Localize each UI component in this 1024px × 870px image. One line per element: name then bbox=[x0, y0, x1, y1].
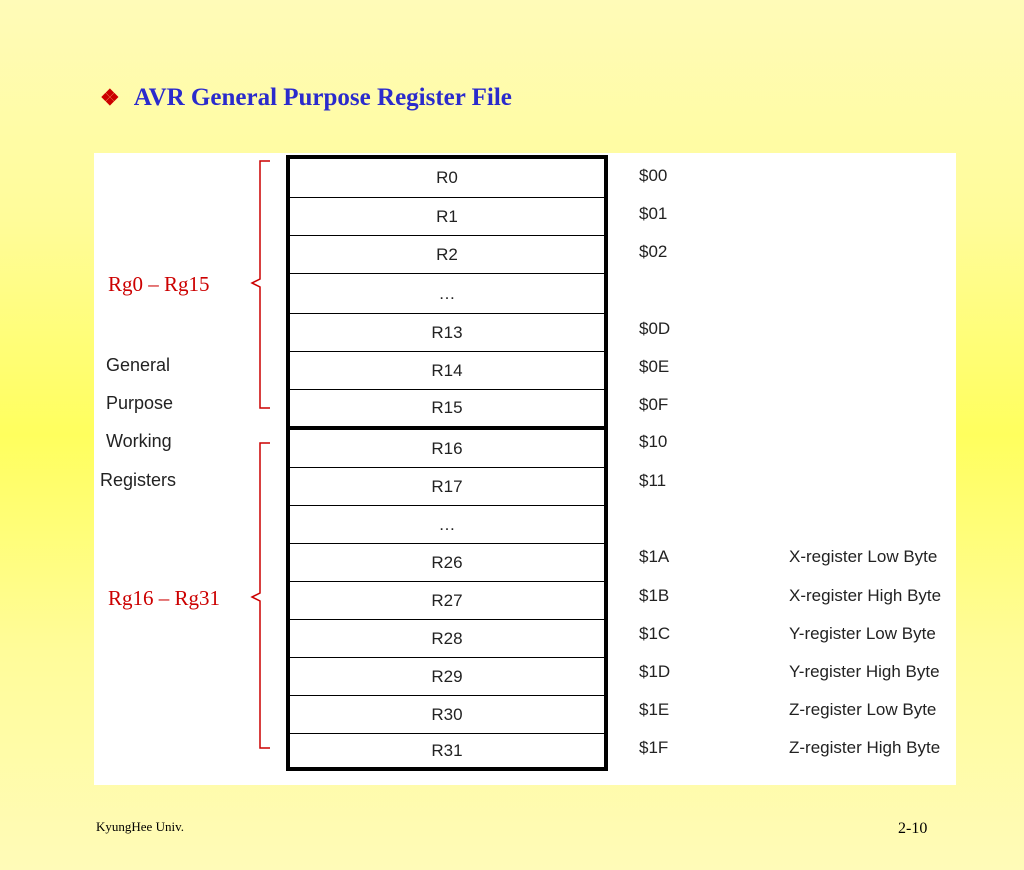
range-label-high: Rg16 – Rg31 bbox=[108, 586, 221, 610]
register-address: $1C bbox=[639, 624, 671, 643]
register-cell: R15 bbox=[290, 390, 604, 430]
register-cell: R30 bbox=[290, 696, 604, 734]
footer-page-number: 2-10 bbox=[898, 820, 928, 837]
register-description: Z-register High Byte bbox=[789, 738, 941, 757]
register-address: $01 bbox=[639, 204, 668, 223]
side-label-line-3: Working bbox=[106, 431, 172, 451]
register-cell: … bbox=[290, 506, 604, 544]
brace-rg0-rg15 bbox=[252, 161, 270, 408]
register-cell: R1 bbox=[290, 198, 604, 236]
register-cell: R2 bbox=[290, 236, 604, 274]
footer-university: KyungHee Univ. bbox=[96, 819, 184, 834]
register-description: Y-register Low Byte bbox=[789, 624, 936, 643]
slide-title-text: AVR General Purpose Register File bbox=[133, 84, 512, 111]
side-label-line-4: Registers bbox=[100, 470, 177, 490]
register-address: $00 bbox=[639, 166, 668, 185]
register-address: $10 bbox=[639, 432, 668, 451]
slide-title bbox=[100, 84, 512, 112]
register-table bbox=[286, 155, 608, 771]
range-label-low: Rg0 – Rg15 bbox=[108, 272, 210, 296]
register-address: $1F bbox=[639, 738, 669, 757]
register-cell: R13 bbox=[290, 314, 604, 352]
register-address: $0F bbox=[639, 395, 669, 414]
register-file-figure bbox=[94, 153, 956, 785]
brace-rg16-rg31 bbox=[252, 443, 270, 748]
register-address: $11 bbox=[639, 471, 667, 490]
register-description: X-register Low Byte bbox=[789, 547, 938, 566]
register-description: Y-register High Byte bbox=[789, 662, 940, 681]
register-cell: R17 bbox=[290, 468, 604, 506]
register-cell: R29 bbox=[290, 658, 604, 696]
side-label-line-1: General bbox=[106, 355, 171, 375]
register-address: $0D bbox=[639, 319, 671, 338]
register-address: $1D bbox=[639, 662, 671, 681]
register-cell: R31 bbox=[431, 740, 463, 760]
register-address: $02 bbox=[639, 242, 668, 261]
side-label-line-2: Purpose bbox=[106, 393, 174, 413]
register-cell: R28 bbox=[290, 620, 604, 658]
register-description: Z-register Low Byte bbox=[789, 700, 937, 719]
register-address: $0E bbox=[639, 357, 670, 376]
register-address: $1E bbox=[639, 700, 670, 719]
register-address: $1A bbox=[639, 547, 670, 566]
register-description: X-register High Byte bbox=[789, 586, 942, 605]
bullet-icon: ❖ bbox=[100, 85, 120, 110]
register-cell: R26 bbox=[290, 544, 604, 582]
register-cell: … bbox=[290, 274, 604, 314]
register-cell: R16 bbox=[290, 430, 604, 468]
register-cell: R0 bbox=[290, 159, 604, 198]
register-cell: R27 bbox=[290, 582, 604, 620]
register-address: $1B bbox=[639, 586, 670, 605]
register-cell: R14 bbox=[290, 352, 604, 390]
